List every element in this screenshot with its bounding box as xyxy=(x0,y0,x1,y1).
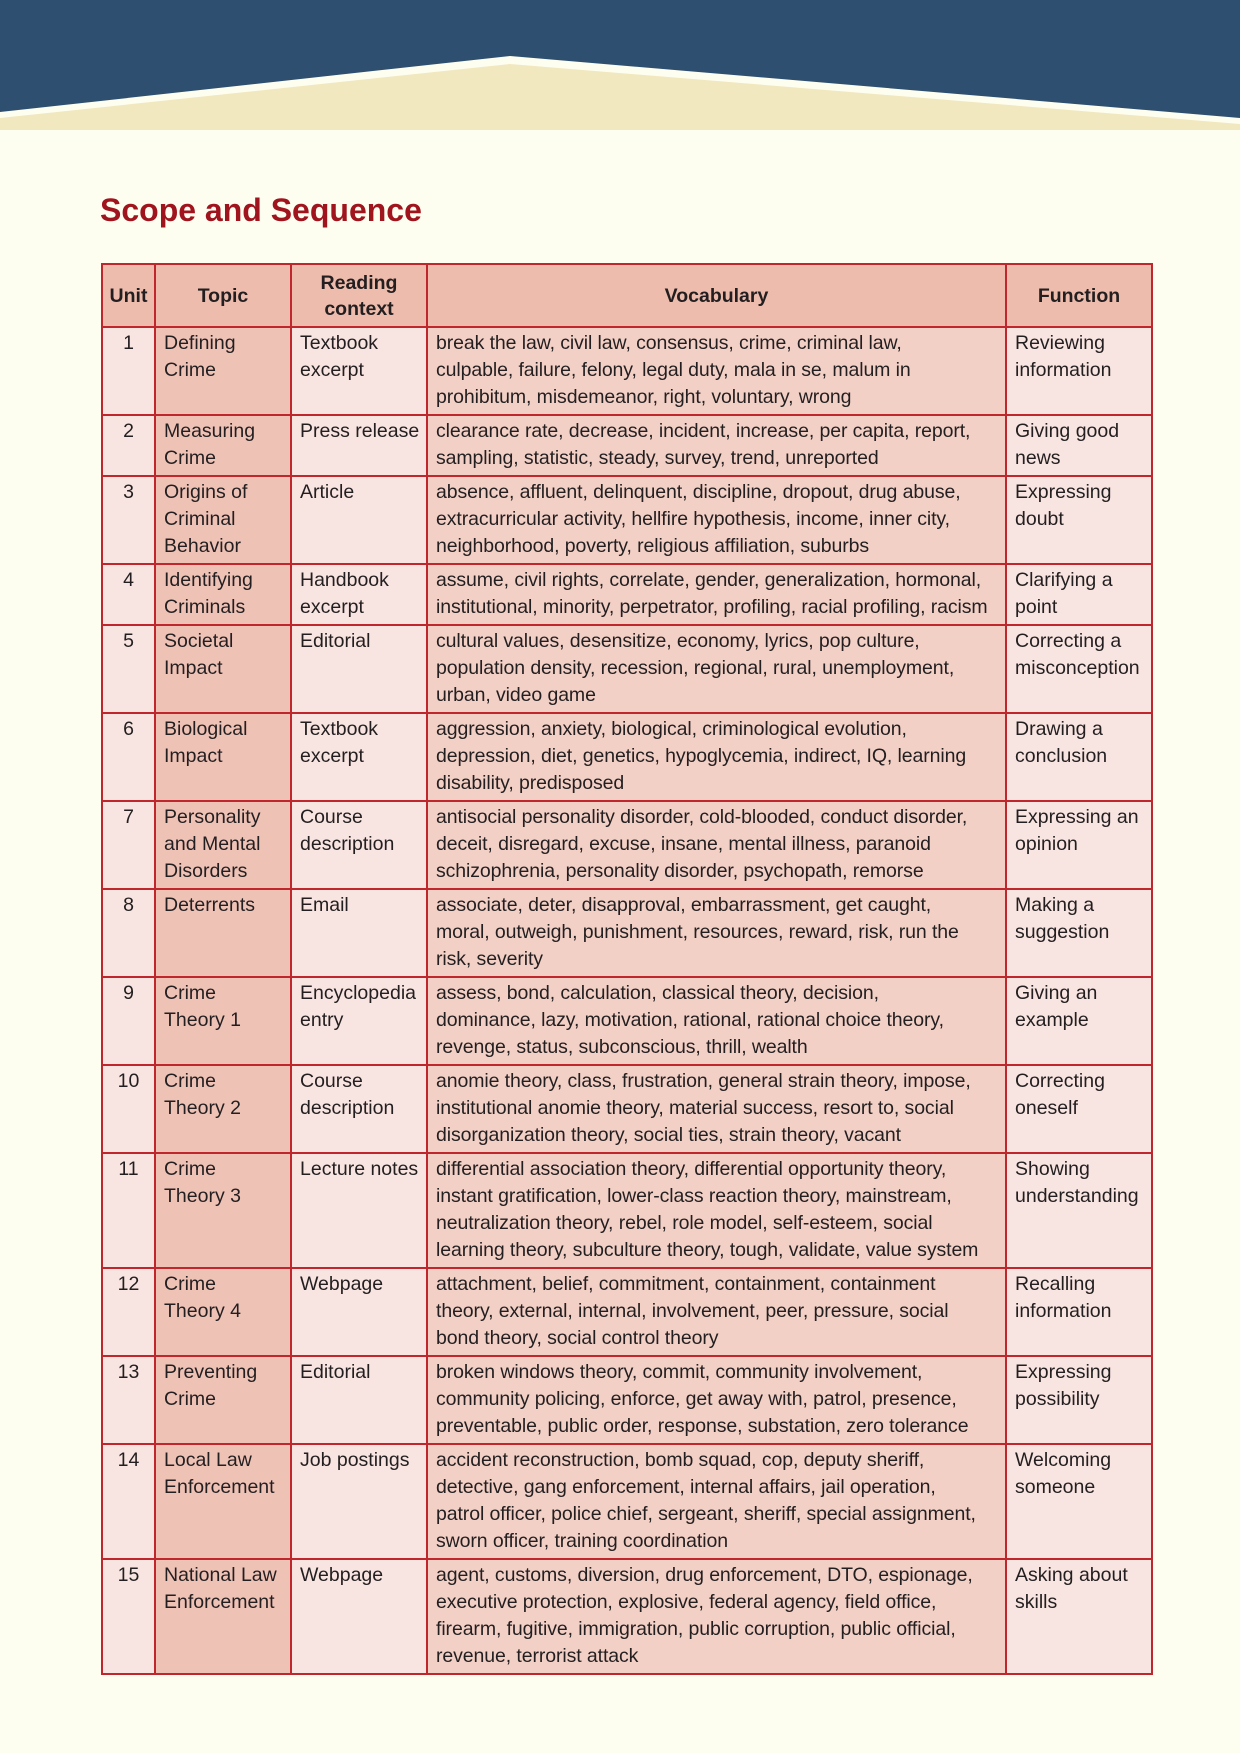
vocabulary-cell xyxy=(427,801,1006,889)
unit-number-cell: 7 xyxy=(102,801,155,889)
vocabulary-cell xyxy=(427,1153,1006,1268)
function-cell xyxy=(1006,977,1152,1065)
function-cell xyxy=(1006,564,1152,625)
topic-line: Biological xyxy=(164,718,248,740)
unit-number-cell: 13 xyxy=(102,1356,155,1444)
topic-cell xyxy=(155,889,291,977)
vocabulary-line: neutralization theory, rebel, role model, self-esteem, social xyxy=(436,1212,933,1234)
reading-context-line: description xyxy=(300,1097,395,1119)
header-reading-context xyxy=(291,264,427,327)
topic-line: Preventing xyxy=(164,1361,258,1383)
topic-line: Criminal xyxy=(164,508,236,530)
reading-context-cell xyxy=(291,564,427,625)
unit-number-cell: 14 xyxy=(102,1444,155,1559)
unit-number-cell: 12 xyxy=(102,1268,155,1356)
header-vocabulary: Vocabulary xyxy=(427,264,1006,327)
vocabulary-line: antisocial personality disorder, cold-blooded, conduct disorder, xyxy=(436,806,968,828)
unit-number-cell: 6 xyxy=(102,713,155,801)
vocabulary-cell xyxy=(427,415,1006,476)
reading-context-line: Job postings xyxy=(300,1449,410,1471)
vocabulary-cell xyxy=(427,327,1006,415)
table-row xyxy=(102,801,1152,889)
function-line: information xyxy=(1015,359,1112,381)
reading-context-line: Course xyxy=(300,1070,363,1092)
reading-context-cell xyxy=(291,625,427,713)
vocabulary-cell xyxy=(427,625,1006,713)
function-cell xyxy=(1006,476,1152,564)
function-line: conclusion xyxy=(1015,745,1108,767)
unit-number-cell: 8 xyxy=(102,889,155,977)
vocabulary-line: associate, deter, disapproval, embarrassment, get caught, xyxy=(436,894,932,916)
function-line: Drawing a xyxy=(1015,718,1103,740)
vocabulary-line: prohibitum, misdemeanor, right, voluntary, wrong xyxy=(436,386,852,408)
header-function: Function xyxy=(1006,264,1152,327)
topic-cell xyxy=(155,1444,291,1559)
function-line: information xyxy=(1015,1300,1112,1322)
topic-line: Origins of xyxy=(164,481,248,503)
function-cell xyxy=(1006,1153,1152,1268)
topic-cell xyxy=(155,415,291,476)
vocabulary-cell xyxy=(427,1065,1006,1153)
topic-cell xyxy=(155,977,291,1065)
topic-line: Personality xyxy=(164,806,261,828)
function-line: Recalling xyxy=(1015,1273,1096,1295)
vocabulary-cell xyxy=(427,889,1006,977)
function-line: possibility xyxy=(1015,1388,1100,1410)
table-row xyxy=(102,889,1152,977)
topic-line: Deterrents xyxy=(164,894,256,916)
function-cell xyxy=(1006,889,1152,977)
page-title: Scope and Sequence xyxy=(100,192,422,228)
function-line: Clarifying a xyxy=(1015,569,1113,591)
reading-context-cell xyxy=(291,977,427,1065)
reading-context-line: Textbook xyxy=(300,332,379,354)
topic-line: Criminals xyxy=(164,596,246,618)
function-line: Expressing an xyxy=(1015,806,1139,828)
table-row xyxy=(102,415,1152,476)
unit-number-cell: 4 xyxy=(102,564,155,625)
reading-context-cell xyxy=(291,1153,427,1268)
vocabulary-line: accident reconstruction, bomb squad, cop, deputy sheriff, xyxy=(436,1449,925,1471)
vocabulary-line: aggression, anxiety, biological, criminological evolution, xyxy=(436,718,907,740)
topic-line: and Mental xyxy=(164,833,261,855)
topic-line: Crime xyxy=(164,359,216,381)
scope-and-sequence-table xyxy=(101,263,1153,1675)
topic-cell xyxy=(155,1356,291,1444)
vocabulary-line: instant gratification, lower-class reaction theory, mainstream, xyxy=(436,1185,952,1207)
reading-context-cell xyxy=(291,889,427,977)
topic-line: Theory 3 xyxy=(164,1185,241,1207)
function-line: doubt xyxy=(1015,508,1064,530)
table-row xyxy=(102,1268,1152,1356)
vocabulary-line: disorganization theory, social ties, strain theory, vacant xyxy=(436,1124,901,1146)
unit-number-cell: 10 xyxy=(102,1065,155,1153)
table-row xyxy=(102,625,1152,713)
topic-line: Theory 2 xyxy=(164,1097,241,1119)
topic-line: Crime xyxy=(164,1158,216,1180)
reading-context-line: Editorial xyxy=(300,1361,371,1383)
topic-line: Theory 4 xyxy=(164,1300,241,1322)
vocabulary-line: schizophrenia, personality disorder, psychopath, remorse xyxy=(436,860,924,882)
vocabulary-line: disability, predisposed xyxy=(436,772,625,794)
function-cell xyxy=(1006,327,1152,415)
vocabulary-line: extracurricular activity, hellfire hypothesis, income, inner city, xyxy=(436,508,950,530)
reading-context-line: Course xyxy=(300,806,363,828)
function-line: suggestion xyxy=(1015,921,1110,943)
table-row xyxy=(102,564,1152,625)
topic-cell xyxy=(155,1065,291,1153)
function-line: opinion xyxy=(1015,833,1078,855)
vocabulary-line: sworn officer, training coordination xyxy=(436,1530,728,1552)
vocabulary-line: executive protection, explosive, federal agency, field office, xyxy=(436,1591,937,1613)
reading-context-line: Email xyxy=(300,894,349,916)
vocabulary-line: patrol officer, police chief, sergeant, sheriff, special assignment, xyxy=(436,1503,976,1525)
function-cell xyxy=(1006,713,1152,801)
vocabulary-line: community policing, enforce, get away with, patrol, presence, xyxy=(436,1388,957,1410)
unit-number-cell: 5 xyxy=(102,625,155,713)
vocabulary-line: detective, gang enforcement, internal affairs, jail operation, xyxy=(436,1476,936,1498)
unit-number-cell: 9 xyxy=(102,977,155,1065)
function-cell xyxy=(1006,1065,1152,1153)
reading-context-cell xyxy=(291,1444,427,1559)
reading-context-cell xyxy=(291,1268,427,1356)
reading-context-line: Handbook xyxy=(300,569,389,591)
vocabulary-cell xyxy=(427,476,1006,564)
function-cell xyxy=(1006,801,1152,889)
vocabulary-cell xyxy=(427,1268,1006,1356)
unit-number-cell: 15 xyxy=(102,1559,155,1674)
topic-line: Behavior xyxy=(164,535,241,557)
vocabulary-line: cultural values, desensitize, economy, lyrics, pop culture, xyxy=(436,630,920,652)
vocabulary-line: preventable, public order, response, substation, zero tolerance xyxy=(436,1415,969,1437)
vocabulary-line: broken windows theory, commit, community involvement, xyxy=(436,1361,923,1383)
topic-cell xyxy=(155,1268,291,1356)
reading-context-cell xyxy=(291,1356,427,1444)
table-row xyxy=(102,1356,1152,1444)
function-cell xyxy=(1006,1559,1152,1674)
reading-context-line: Article xyxy=(300,481,355,503)
function-line: Correcting xyxy=(1015,1070,1105,1092)
topic-cell xyxy=(155,327,291,415)
unit-number-cell: 11 xyxy=(102,1153,155,1268)
function-cell xyxy=(1006,625,1152,713)
vocabulary-line: urban, video game xyxy=(436,684,596,706)
reading-context-line: Encyclopedia xyxy=(300,982,416,1004)
unit-number-cell: 1 xyxy=(102,327,155,415)
vocabulary-cell xyxy=(427,1444,1006,1559)
reading-context-cell xyxy=(291,801,427,889)
function-cell xyxy=(1006,415,1152,476)
function-line: Giving an xyxy=(1015,982,1098,1004)
unit-number-cell: 2 xyxy=(102,415,155,476)
function-line: understanding xyxy=(1015,1185,1139,1207)
table-row xyxy=(102,1559,1152,1674)
reading-context-cell xyxy=(291,713,427,801)
topic-cell xyxy=(155,564,291,625)
table-row xyxy=(102,476,1152,564)
topic-line: Crime xyxy=(164,1070,216,1092)
topic-line: Societal xyxy=(164,630,234,652)
function-line: Showing xyxy=(1015,1158,1090,1180)
function-line: Asking about xyxy=(1015,1564,1128,1586)
reading-context-cell xyxy=(291,327,427,415)
vocabulary-line: risk, severity xyxy=(436,948,543,970)
topic-line: Identifying xyxy=(164,569,253,591)
topic-line: Disorders xyxy=(164,860,248,882)
vocabulary-cell xyxy=(427,977,1006,1065)
function-line: Expressing xyxy=(1015,1361,1112,1383)
reading-context-line: Lecture notes xyxy=(300,1158,419,1180)
vocabulary-line: theory, external, internal, involvement, peer, pressure, social xyxy=(436,1300,949,1322)
reading-context-line: Press release xyxy=(300,420,420,442)
vocabulary-line: learning theory, subculture theory, tough, validate, value system xyxy=(436,1239,979,1261)
vocabulary-line: institutional anomie theory, material success, resort to, social xyxy=(436,1097,954,1119)
header-reading-line: Reading xyxy=(320,271,398,294)
function-line: Giving good xyxy=(1015,420,1120,442)
function-line: Reviewing xyxy=(1015,332,1105,354)
table-row xyxy=(102,1444,1152,1559)
unit-number-cell: 3 xyxy=(102,476,155,564)
reading-context-cell xyxy=(291,1065,427,1153)
header-row xyxy=(102,264,1152,327)
topic-line: Local Law xyxy=(164,1449,252,1471)
topic-line: Enforcement xyxy=(164,1476,275,1498)
vocabulary-line: dominance, lazy, motivation, rational, rational choice theory, xyxy=(436,1009,944,1031)
vocabulary-line: attachment, belief, commitment, containment, containment xyxy=(436,1273,936,1295)
vocabulary-line: depression, diet, genetics, hypoglycemia, indirect, IQ, learning xyxy=(436,745,967,767)
function-line: news xyxy=(1015,447,1061,469)
table-row xyxy=(102,327,1152,415)
vocabulary-line: firearm, fugitive, immigration, public corruption, public official, xyxy=(436,1618,956,1640)
vocabulary-line: clearance rate, decrease, incident, increase, per capita, report, xyxy=(436,420,971,442)
vocabulary-line: institutional, minority, perpetrator, profiling, racial profiling, racism xyxy=(436,596,988,618)
topic-cell xyxy=(155,1559,291,1674)
function-line: oneself xyxy=(1015,1097,1078,1119)
reading-context-cell xyxy=(291,415,427,476)
vocabulary-cell xyxy=(427,1356,1006,1444)
vocabulary-line: bond theory, social control theory xyxy=(436,1327,719,1349)
function-line: point xyxy=(1015,596,1058,618)
reading-context-cell xyxy=(291,1559,427,1674)
function-line: Making a xyxy=(1015,894,1095,916)
topic-line: Crime xyxy=(164,1273,216,1295)
vocabulary-cell xyxy=(427,1559,1006,1674)
reading-context-line: entry xyxy=(300,1009,344,1031)
reading-context-line: excerpt xyxy=(300,745,364,767)
table-row xyxy=(102,1065,1152,1153)
function-line: skills xyxy=(1015,1591,1058,1613)
topic-cell xyxy=(155,1153,291,1268)
reading-context-cell xyxy=(291,476,427,564)
reading-context-line: Webpage xyxy=(300,1564,384,1586)
reading-context-line: description xyxy=(300,833,395,855)
header-reading-line: context xyxy=(324,297,394,320)
reading-context-line: Editorial xyxy=(300,630,371,652)
vocabulary-line: anomie theory, class, frustration, general strain theory, impose, xyxy=(436,1070,971,1092)
topic-line: National Law xyxy=(164,1564,277,1586)
table-row xyxy=(102,1153,1152,1268)
vocabulary-line: neighborhood, poverty, religious affiliation, suburbs xyxy=(436,535,870,557)
table-row xyxy=(102,977,1152,1065)
function-cell xyxy=(1006,1444,1152,1559)
vocabulary-line: differential association theory, differential opportunity theory, xyxy=(436,1158,947,1180)
reading-context-line: Webpage xyxy=(300,1273,384,1295)
table-body xyxy=(102,327,1152,1674)
vocabulary-line: population density, recession, regional, rural, unemployment, xyxy=(436,657,955,679)
topic-line: Enforcement xyxy=(164,1591,275,1613)
vocabulary-line: culpable, failure, felony, legal duty, mala in se, malum in xyxy=(436,359,911,381)
topic-line: Crime xyxy=(164,447,216,469)
reading-context-line: Textbook xyxy=(300,718,379,740)
reading-context-line: excerpt xyxy=(300,596,364,618)
table-row xyxy=(102,713,1152,801)
header-unit: Unit xyxy=(102,264,155,327)
vocabulary-line: revenue, terrorist attack xyxy=(436,1645,639,1667)
topic-line: Measuring xyxy=(164,420,256,442)
function-line: someone xyxy=(1015,1476,1096,1498)
topic-cell xyxy=(155,625,291,713)
topic-cell xyxy=(155,801,291,889)
function-line: Welcoming xyxy=(1015,1449,1112,1471)
topic-line: Defining xyxy=(164,332,236,354)
header-topic: Topic xyxy=(155,264,291,327)
vocabulary-line: absence, affluent, delinquent, discipline, dropout, drug abuse, xyxy=(436,481,961,503)
function-line: Correcting a xyxy=(1015,630,1122,652)
topic-cell xyxy=(155,476,291,564)
header-banner xyxy=(0,0,1240,130)
vocabulary-cell xyxy=(427,713,1006,801)
function-line: Expressing xyxy=(1015,481,1112,503)
topic-line: Theory 1 xyxy=(164,1009,241,1031)
vocabulary-line: moral, outweigh, punishment, resources, reward, risk, run the xyxy=(436,921,959,943)
table-header xyxy=(102,264,1152,327)
vocabulary-line: assess, bond, calculation, classical theory, decision, xyxy=(436,982,879,1004)
topic-cell xyxy=(155,713,291,801)
function-line: example xyxy=(1015,1009,1089,1031)
reading-context-line: excerpt xyxy=(300,359,364,381)
vocabulary-line: break the law, civil law, consensus, crime, criminal law, xyxy=(436,332,902,354)
vocabulary-line: deceit, disregard, excuse, insane, mental illness, paranoid xyxy=(436,833,931,855)
vocabulary-cell xyxy=(427,564,1006,625)
function-cell xyxy=(1006,1356,1152,1444)
topic-line: Crime xyxy=(164,982,216,1004)
topic-line: Impact xyxy=(164,657,223,679)
vocabulary-line: assume, civil rights, correlate, gender, generalization, hormonal, xyxy=(436,569,982,591)
function-cell xyxy=(1006,1268,1152,1356)
topic-line: Impact xyxy=(164,745,223,767)
function-line: misconception xyxy=(1015,657,1140,679)
vocabulary-line: revenge, status, subconscious, thrill, wealth xyxy=(436,1036,808,1058)
topic-line: Crime xyxy=(164,1388,216,1410)
vocabulary-line: sampling, statistic, steady, survey, trend, unreported xyxy=(436,447,879,469)
vocabulary-line: agent, customs, diversion, drug enforcement, DTO, espionage, xyxy=(436,1564,973,1586)
